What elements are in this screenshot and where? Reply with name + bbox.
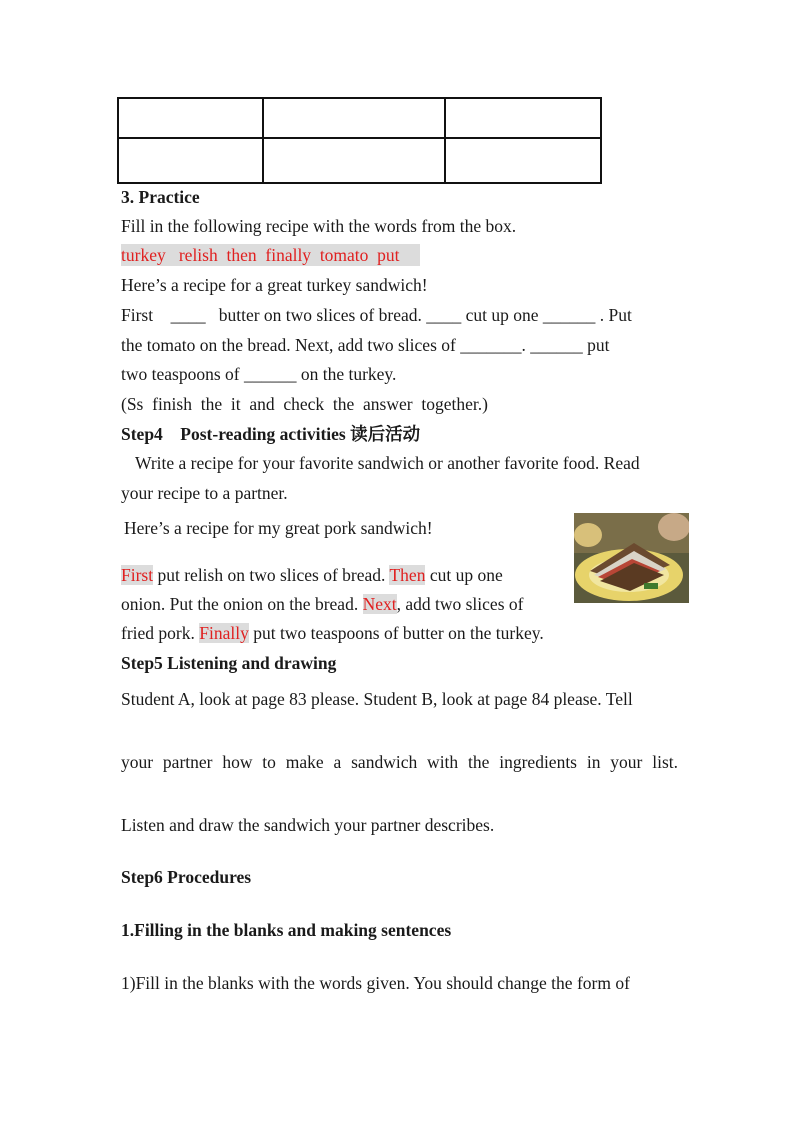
practice-heading: 3. Practice [121, 187, 200, 207]
step5-line-3: Listen and draw the sandwich your partner describes. [121, 815, 495, 835]
step6-heading: Step6 Procedures [121, 867, 252, 887]
table-cell [263, 138, 445, 183]
table-cell [445, 98, 601, 138]
practice-intro: Here’s a recipe for a great turkey sandwich! [121, 275, 428, 295]
step5-heading: Step5 Listening and drawing [121, 653, 337, 673]
answer-finally: Finally [199, 623, 249, 643]
answer-table [117, 97, 602, 184]
example-text: fried pork. [121, 623, 200, 643]
example-line-2 [121, 593, 523, 615]
example-line-1 [121, 564, 503, 586]
step4-line-1: Write a recipe for your favorite sandwich or another favorite food. Read [135, 453, 640, 473]
example-text: put two teaspoons of butter on the turkey. [248, 623, 544, 643]
practice-instruction: Fill in the following recipe with the words from the box. [121, 216, 517, 236]
table-cell [118, 98, 263, 138]
step6-item-1: 1)Fill in the blanks with the words given. You should change the form of [121, 973, 630, 993]
step6-subheading-1: 1.Filling in the blanks and making sentences [121, 920, 452, 940]
practice-line-2: the tomato on the bread. Next, add two slices of _______. ______ put [121, 335, 610, 355]
word-box-item: relish [178, 245, 218, 265]
practice-line-1: First ____ butter on two slices of bread. ____ cut up one ______ . Put [121, 305, 632, 325]
step5-line-2: your partner how to make a sandwich with the ingredients in your list. [121, 752, 678, 772]
example-text: , add two slices of [396, 594, 524, 614]
practice-line-4: (Ss finish the it and check the answer together.) [121, 394, 488, 414]
step4-heading: Step4 Post-reading activities 读后活动 [121, 424, 421, 444]
table-cell [118, 138, 263, 183]
word-box [121, 244, 420, 266]
answer-next: Next [362, 594, 397, 614]
word-box-item: tomato [319, 245, 369, 265]
table-cell [445, 138, 601, 183]
practice-line-3: two teaspoons of ______ on the turkey. [121, 364, 397, 384]
step5-line-1: Student A, look at page 83 please. Student B, look at page 84 please. Tell [121, 689, 633, 709]
example-line-3 [121, 622, 544, 644]
step4-line-2: your recipe to a partner. [121, 483, 288, 503]
example-text: cut up one [425, 565, 503, 585]
answer-first: First [121, 565, 154, 585]
sandwich-photo [574, 513, 689, 603]
word-box-item: finally [265, 245, 312, 265]
word-box-item: turkey [121, 245, 166, 265]
word-box-item: then [226, 245, 257, 265]
step4-example-intro: Here’s a recipe for my great pork sandwich! [124, 518, 433, 538]
answer-then: Then [389, 565, 426, 585]
example-text: put relish on two slices of bread. [153, 565, 390, 585]
example-text: onion. Put the onion on the bread. [121, 594, 363, 614]
table-cell [263, 98, 445, 138]
sandwich-image [574, 513, 689, 603]
word-box-item: put [377, 245, 400, 265]
